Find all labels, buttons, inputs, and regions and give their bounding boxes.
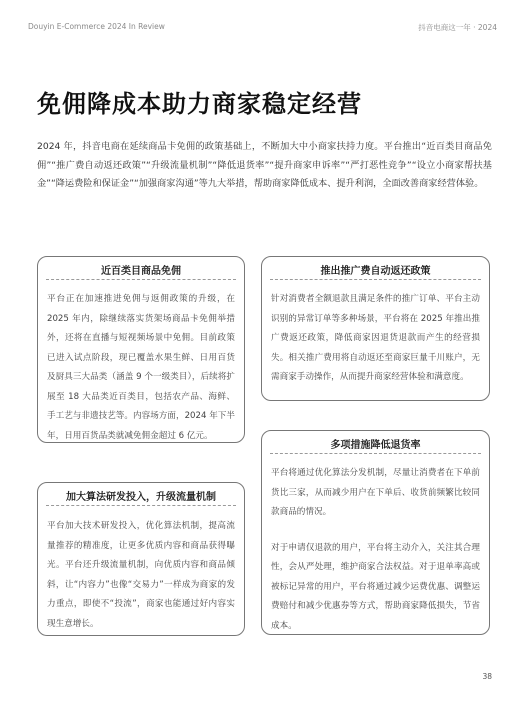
card-divider bbox=[46, 279, 236, 280]
card-body bbox=[47, 517, 235, 634]
intro-paragraph: 2024 年，抖音电商在延续商品卡免佣的政策基础上，不断加大中小商家扶持力度。平台推出“近百类目商品免佣”“推广费自动返还政策”“升级流量机制”“降低退货率”“提升商家申诉率”“严打恶性竞争”“设立小商家帮扶基金”“降运费险和保证金”“加强商家沟通”等九大举措，帮助商家降低成本、提升利润，全面改善商家经营体验。 bbox=[37, 141, 492, 189]
card-divider bbox=[270, 453, 481, 454]
page-number: 38 bbox=[482, 672, 492, 681]
card-title: 推出推广费自动返还政策 bbox=[320, 266, 431, 277]
card-title: 加大算法研发投入，升级流量机制 bbox=[66, 492, 216, 503]
card-reduce-return-rate bbox=[261, 430, 490, 635]
card-body bbox=[271, 290, 480, 388]
card-paragraph: 针对消费者全额退款且满足条件的推广订单、平台主动识别的异常订单等多种场景，平台将在 2025 年推出推广费返还政策，降低商家因退货退款而产生的经营损失。相关推广费用将自动返还至商家巨量千川账户，无需商家手动操作，从而提升商家经营体验和满意度。 bbox=[271, 294, 480, 382]
card-paragraph: 对于申请仅退款的用户，平台将主动介入，关注其合理性，会从严处理，维护商家合法权益。对于退单率高或被标记异常的用户，平台将通过减少运费优惠、调整运费赔付和减少优惠券等方式，帮助商家降低损失，节省成本。 bbox=[271, 542, 480, 631]
card-body bbox=[47, 290, 235, 446]
card-divider bbox=[46, 505, 236, 506]
header-section-name: 抖音电商这一年 · 2024 bbox=[418, 23, 497, 32]
card-paragraph: 平台正在加速推进免佣与返佣政策的升级，在 2025 年内，除继续落实货架场商品卡免佣举措外，还将在直播与短视频场景中免佣。目前政策已进入试点阶段，现已覆盖水果生鲜、日用百货及厨具三大品类（涵盖 9 个一级类目），后续将扩展至 18 大品类近百类目，包括农产品、海鲜、手工艺与非遗技艺等。内容场方面，2024 年下半年，日用百货品类就减免佣金超过 6 亿元。 bbox=[47, 294, 235, 441]
header-report-name: Douyin E-Commerce 2024 In Review bbox=[28, 22, 165, 31]
card-title: 近百类目商品免佣 bbox=[101, 266, 181, 277]
card-divider bbox=[270, 279, 481, 280]
card-paragraph: 平台加大技术研发投入，优化算法机制，提高流量推荐的精准度，让更多优质内容和商品获得曝光。平台还升级流量机制，向优质内容和商品倾斜，让“内容力”也像“交易力”一样成为商家的发力重点，即使不“投流”，商家也能通过好内容实现生意增长。 bbox=[47, 521, 235, 629]
card-traffic-mechanism bbox=[37, 482, 245, 636]
card-promotion-fee-refund bbox=[261, 256, 490, 401]
card-body bbox=[271, 464, 480, 636]
card-paragraph: 平台将通过优化算法分发机制，尽量让消费者在下单前货比三家，从而减少用户在下单后、收货前频繁比较同款商品的情况。 bbox=[271, 468, 480, 517]
card-title: 多项措施降低退货率 bbox=[330, 440, 421, 451]
card-commission-free bbox=[37, 256, 245, 443]
page-title: 免佣降成本助力商家稳定经营 bbox=[37, 90, 362, 118]
